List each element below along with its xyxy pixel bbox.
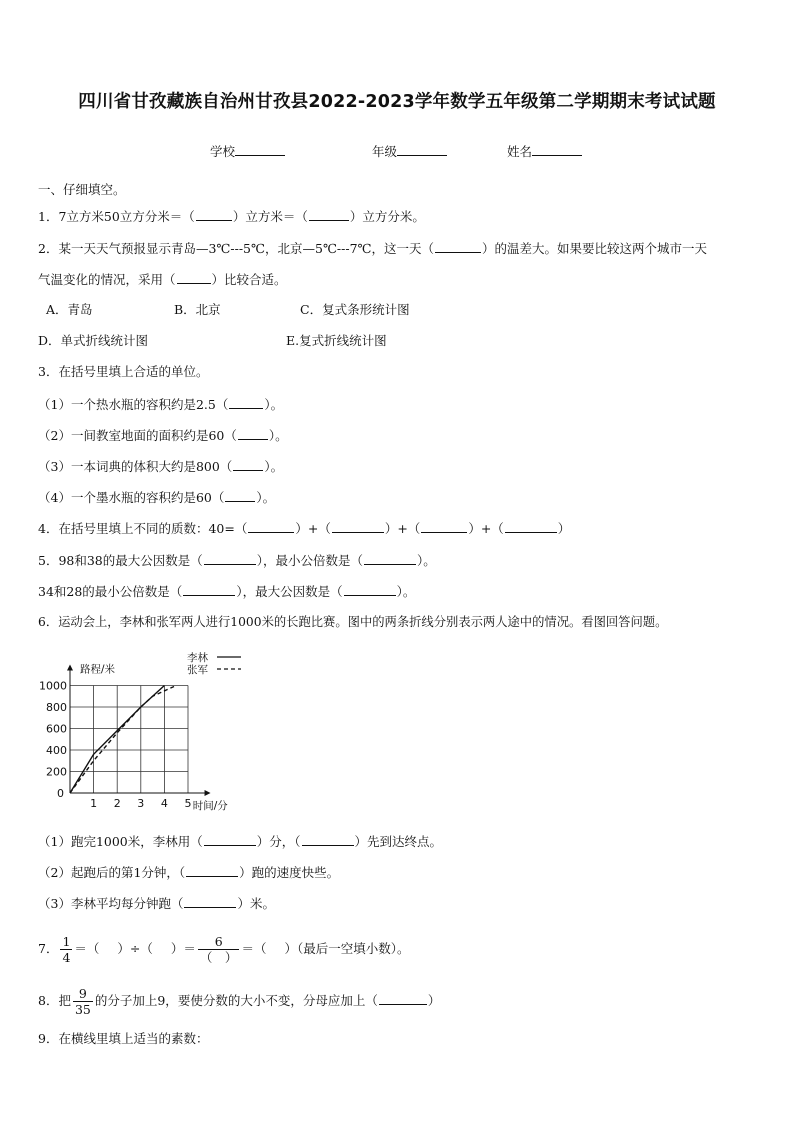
question-2-line2: 气温变化的情况，采用（ ）比较合适。 bbox=[38, 272, 287, 287]
fraction-nine-over-thirtyfive: $\frac{9}{35}$ bbox=[74, 986, 91, 1017]
fraction-six-over-blank: $\frac{6}{( )}$ bbox=[199, 934, 238, 965]
school-field[interactable] bbox=[235, 142, 285, 156]
answer-blank[interactable] bbox=[309, 208, 349, 221]
answer-blank[interactable] bbox=[204, 552, 256, 565]
answer-blank[interactable] bbox=[505, 520, 557, 533]
answer-blank[interactable] bbox=[364, 552, 416, 565]
name-label: 姓名 bbox=[507, 144, 533, 159]
y-axis-label: 路程/米 bbox=[80, 663, 116, 676]
answer-blank[interactable] bbox=[225, 489, 255, 502]
x-tick-label: 1 bbox=[90, 797, 98, 810]
question-6: 6．运动会上，李林和张军两人进行1000米的长跑比赛。图中的两条折线分别表示两人途中的情况。看图回答问题。 bbox=[38, 615, 668, 629]
x-axis-label: 时间/分 bbox=[192, 800, 228, 812]
distance-time-chart bbox=[36, 650, 266, 815]
header-grade bbox=[372, 142, 447, 160]
question-6-sub-1: （1）跑完1000米，李林用（ ）分，（ ）先到达终点。 bbox=[38, 834, 443, 849]
answer-blank[interactable] bbox=[332, 520, 384, 533]
x-axis-arrow-icon bbox=[205, 790, 211, 796]
fraction-one-quarter: $\frac{1}{4}$ bbox=[62, 934, 71, 965]
question-8: 8．把 $\frac{9}{35}$ 的分子加上9，要使分数的大小不变，分母应加上（ ） bbox=[38, 986, 441, 1017]
option-d[interactable]: D．单式折线统计图 bbox=[38, 333, 149, 348]
header-name bbox=[507, 142, 582, 160]
y-tick-label: 1000 bbox=[39, 679, 67, 693]
y-axis-arrow-icon bbox=[67, 664, 73, 670]
answer-blank[interactable] bbox=[186, 864, 238, 877]
grade-label: 年级 bbox=[372, 144, 398, 159]
option-b[interactable]: B．北京 bbox=[174, 302, 221, 317]
answer-blank[interactable] bbox=[379, 992, 427, 1005]
origin-label: 0 bbox=[57, 787, 64, 800]
series-line-zhangjun bbox=[70, 686, 176, 794]
section-heading: 一、仔细填空。 bbox=[38, 182, 126, 197]
question-3-item-1: （1）一个热水瓶的容积约是2.5（ ）。 bbox=[38, 397, 284, 412]
option-e[interactable]: E.复式折线统计图 bbox=[286, 333, 387, 348]
x-tick-label: 3 bbox=[137, 797, 145, 810]
x-tick-label: 5 bbox=[184, 797, 192, 810]
answer-blank[interactable] bbox=[233, 458, 263, 471]
question-3-item-3: （3）一本词典的体积大约是800（ ）。 bbox=[38, 459, 284, 474]
question-2-line1: 2．某一天天气预报显示青岛—3℃---5℃，北京—5℃---7℃，这一天（ ）的温差大。如果要比较这两个城市一天 bbox=[38, 241, 708, 256]
name-field[interactable] bbox=[532, 142, 582, 156]
question-7: 7． $\frac{1}{4}$ ＝（ ）÷（ ）＝ $\frac{6}{( )}$ ＝（ ）（最后一空填小数）。 bbox=[38, 934, 410, 965]
answer-blank[interactable] bbox=[204, 833, 256, 846]
question-6-sub-3: （3）李林平均每分钟跑（ ）米。 bbox=[38, 896, 275, 911]
y-tick-label: 200 bbox=[46, 765, 67, 779]
header-school bbox=[210, 142, 285, 160]
answer-blank[interactable] bbox=[435, 240, 481, 253]
question-5-b: 34和28的最小公倍数是（ ），最大公因数是（ ）。 bbox=[38, 584, 416, 599]
legend-label: 李林 bbox=[187, 652, 208, 664]
answer-blank[interactable] bbox=[421, 520, 467, 533]
question-3-item-2: （2）一间教室地面的面积约是60（ ）。 bbox=[38, 428, 288, 443]
answer-blank[interactable] bbox=[229, 396, 263, 409]
question-4: 4．在括号里填上不同的质数：40=（ ）+（ ）+（ ）+（ ） bbox=[38, 521, 571, 536]
question-3: 3．在括号里填上合适的单位。 bbox=[38, 364, 209, 379]
school-label: 学校 bbox=[210, 144, 236, 159]
option-a[interactable]: A．青岛 bbox=[46, 302, 93, 317]
x-tick-label: 2 bbox=[113, 797, 121, 810]
answer-blank[interactable] bbox=[177, 271, 211, 284]
y-tick-label: 600 bbox=[46, 722, 67, 736]
x-tick-label: 4 bbox=[160, 797, 168, 810]
answer-blank[interactable] bbox=[248, 520, 294, 533]
grade-field[interactable] bbox=[397, 142, 447, 156]
answer-blank[interactable] bbox=[302, 833, 354, 846]
page-title: 四川省甘孜藏族自治州甘孜县2022-2023学年数学五年级第二学期期末考试试题 bbox=[78, 92, 716, 112]
option-c[interactable]: C．复式条形统计图 bbox=[300, 302, 410, 317]
question-3-item-4: （4）一个墨水瓶的容积约是60（ ）。 bbox=[38, 490, 276, 505]
question-6-sub-2: （2）起跑后的第1分钟，（ ）跑的速度快些。 bbox=[38, 865, 340, 880]
legend-label: 张军 bbox=[187, 664, 208, 676]
y-tick-label: 800 bbox=[46, 701, 67, 714]
answer-blank[interactable] bbox=[238, 427, 268, 440]
y-tick-label: 400 bbox=[46, 744, 67, 757]
question-1: 1．7立方米50立方分米＝（ ）立方米＝（ ）立方分米。 bbox=[38, 209, 425, 224]
answer-blank[interactable] bbox=[196, 208, 232, 221]
answer-blank[interactable] bbox=[184, 895, 236, 908]
question-9: 9．在横线里填上适当的素数： bbox=[38, 1031, 209, 1046]
answer-blank[interactable] bbox=[183, 583, 235, 596]
question-5-a: 5．98和38的最大公因数是（ ），最小公倍数是（ ）。 bbox=[38, 553, 436, 568]
answer-blank[interactable] bbox=[344, 583, 396, 596]
